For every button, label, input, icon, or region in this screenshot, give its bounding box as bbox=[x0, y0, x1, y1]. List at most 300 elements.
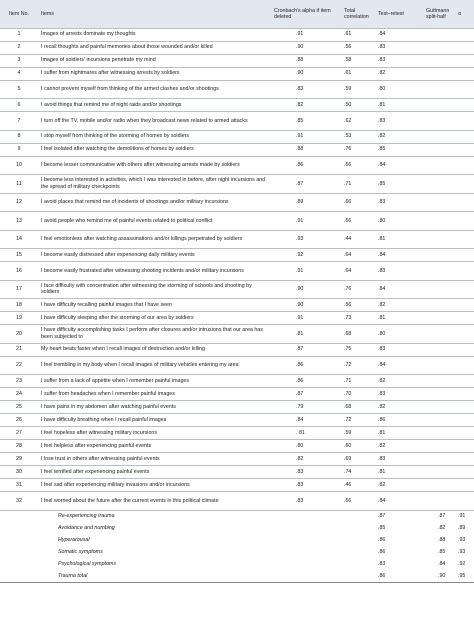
item-number: 32 bbox=[16, 497, 22, 504]
subscale-row bbox=[0, 546, 474, 558]
item-text: I feel terrified after experiencing painful events bbox=[41, 468, 150, 475]
total-correlation-cell: .44 bbox=[344, 236, 352, 243]
alpha-cell bbox=[456, 453, 474, 466]
table-row bbox=[0, 440, 474, 453]
test-retest-cell: .84 bbox=[378, 286, 386, 293]
cronbach-alpha-cell: .86 bbox=[296, 362, 304, 369]
table-row bbox=[0, 479, 474, 492]
cronbach-alpha-cell: .80 bbox=[296, 442, 304, 449]
test-retest-cell: .81 bbox=[378, 101, 386, 108]
guttmann-cell bbox=[418, 401, 456, 414]
table-row bbox=[0, 41, 474, 54]
alpha-cell bbox=[456, 440, 474, 453]
guttmann-cell: .87 bbox=[438, 513, 446, 520]
guttmann-cell: .85 bbox=[438, 548, 446, 555]
item-text: I have difficulty sleeping after the storming of our area by soldiers bbox=[41, 314, 194, 321]
cronbach-alpha-cell: .84 bbox=[296, 416, 304, 423]
cronbach-alpha-cell: .87 bbox=[296, 346, 304, 353]
total-correlation-cell: .53 bbox=[344, 133, 352, 140]
guttmann-cell bbox=[418, 414, 456, 427]
item-number: 5 bbox=[17, 86, 21, 93]
guttmann-cell bbox=[418, 388, 456, 401]
guttmann-cell bbox=[418, 466, 456, 479]
test-retest-cell: .84 bbox=[378, 251, 386, 258]
subscale-row bbox=[0, 534, 474, 546]
test-retest-cell: .80 bbox=[378, 330, 386, 337]
item-number: 25 bbox=[16, 403, 22, 410]
item-text: I have difficulty breathing when I recall painful images bbox=[41, 416, 167, 423]
cronbach-alpha-cell bbox=[274, 510, 336, 522]
guttmann-cell bbox=[418, 80, 456, 99]
alpha-cell bbox=[456, 325, 474, 344]
table-row bbox=[0, 492, 474, 511]
test-retest-cell: .82 bbox=[378, 442, 386, 449]
total-correlation-cell: .64 bbox=[344, 267, 352, 274]
test-retest-cell: .84 bbox=[378, 162, 386, 169]
header-total-correlation: Total correlation bbox=[344, 7, 369, 21]
item-number bbox=[0, 510, 38, 522]
item-text: I suffer from nightmares after witnessing arrests by soldiers bbox=[41, 70, 180, 77]
guttmann-cell bbox=[418, 99, 456, 112]
subscale-name: Hyperarousal bbox=[58, 536, 90, 543]
table-row bbox=[0, 212, 474, 231]
test-retest-cell: .84 bbox=[378, 497, 386, 504]
total-correlation-cell bbox=[336, 558, 372, 570]
guttmann-cell bbox=[418, 249, 456, 262]
guttmann-cell bbox=[418, 143, 456, 156]
guttmann-cell bbox=[418, 440, 456, 453]
test-retest-cell: .80 bbox=[378, 217, 386, 224]
item-text: I feel sad after experiencing military invasions and/or incursions bbox=[41, 481, 190, 488]
item-text: I become lesser communicative with others after witnessing arrests made by soldiers bbox=[41, 162, 240, 169]
table-row bbox=[0, 388, 474, 401]
table-row bbox=[0, 466, 474, 479]
total-correlation-cell bbox=[336, 546, 372, 558]
item-number: 2 bbox=[17, 44, 21, 51]
alpha-cell bbox=[456, 67, 474, 80]
guttmann-cell bbox=[418, 28, 456, 41]
total-correlation-cell bbox=[336, 522, 372, 534]
item-text: I face difficulty with concentration after witnessing the storming of schools and shooting by soldiers bbox=[41, 282, 252, 296]
total-correlation-cell: .56 bbox=[344, 44, 352, 51]
total-correlation-cell: .68 bbox=[344, 330, 352, 337]
alpha-cell: .93 bbox=[458, 536, 466, 543]
subscale-row bbox=[0, 522, 474, 534]
test-retest-cell: .85 bbox=[378, 524, 386, 531]
alpha-cell bbox=[456, 312, 474, 325]
table-row bbox=[0, 427, 474, 440]
total-correlation-cell: .69 bbox=[344, 455, 352, 462]
alpha-cell: .89 bbox=[458, 524, 466, 531]
test-retest-cell: .86 bbox=[378, 536, 386, 543]
guttmann-cell bbox=[418, 343, 456, 356]
item-text: I feel worried about the future after the current events in this political climate bbox=[41, 497, 219, 504]
test-retest-cell: .87 bbox=[378, 513, 386, 520]
table-row bbox=[0, 54, 474, 67]
alpha-cell bbox=[456, 193, 474, 212]
item-number: 28 bbox=[16, 442, 22, 449]
alpha-cell bbox=[456, 280, 474, 299]
alpha-cell bbox=[456, 388, 474, 401]
header-row bbox=[0, 0, 474, 28]
test-retest-cell: .82 bbox=[378, 70, 386, 77]
item-number: 26 bbox=[16, 416, 22, 423]
test-retest-cell: .83 bbox=[378, 346, 386, 353]
table-row bbox=[0, 130, 474, 143]
guttmann-cell: .82 bbox=[438, 524, 446, 531]
guttmann-cell bbox=[418, 67, 456, 80]
subscale-name: Somatic symptoms bbox=[58, 548, 103, 555]
alpha-cell bbox=[456, 212, 474, 231]
item-number: 15 bbox=[16, 251, 22, 258]
item-number: 10 bbox=[16, 162, 22, 169]
header-alpha: α bbox=[458, 11, 462, 18]
guttmann-cell bbox=[418, 112, 456, 131]
guttmann-cell bbox=[418, 130, 456, 143]
alpha-cell bbox=[456, 375, 474, 388]
item-text: I avoid things that remind me of night raids and/or shootings bbox=[41, 101, 182, 108]
subscale-row bbox=[0, 558, 474, 570]
subscale-name: Psychological symptoms bbox=[58, 560, 116, 567]
alpha-cell bbox=[456, 249, 474, 262]
test-retest-cell: .83 bbox=[378, 199, 386, 206]
total-correlation-cell bbox=[336, 570, 372, 582]
test-retest-cell: .82 bbox=[378, 301, 386, 308]
alpha-cell bbox=[456, 299, 474, 312]
test-retest-cell: .86 bbox=[378, 548, 386, 555]
cronbach-alpha-cell: . 81 bbox=[296, 429, 305, 436]
item-number: 9 bbox=[17, 146, 21, 153]
table-row bbox=[0, 230, 474, 249]
subscale-name: Avoidance and numbing bbox=[58, 524, 115, 531]
item-number: 29 bbox=[16, 455, 22, 462]
total-correlation-cell: .58 bbox=[344, 57, 352, 64]
item-text: I become easily frustrated after witnessing shooting incidents and/or military incursions bbox=[41, 267, 244, 274]
item-number: 3 bbox=[17, 57, 21, 64]
cronbach-alpha-cell: .88 bbox=[296, 146, 304, 153]
alpha-cell bbox=[456, 112, 474, 131]
item-number: 11 bbox=[16, 180, 22, 187]
item-text: I avoid places that remind me of incidents of shootings and/or military incursions bbox=[41, 199, 229, 206]
subscale-row bbox=[0, 570, 474, 582]
guttmann-cell: .90 bbox=[438, 572, 446, 579]
item-number: 31 bbox=[16, 481, 22, 488]
cronbach-alpha-cell bbox=[274, 570, 336, 582]
alpha-cell bbox=[456, 130, 474, 143]
total-correlation-cell: .68 bbox=[344, 403, 352, 410]
test-retest-cell: .83 bbox=[378, 267, 386, 274]
cronbach-alpha-cell: .89 bbox=[296, 199, 304, 206]
item-number bbox=[0, 570, 38, 582]
alpha-cell bbox=[456, 262, 474, 281]
alpha-cell bbox=[456, 427, 474, 440]
total-correlation-cell: .76 bbox=[344, 286, 352, 293]
test-retest-cell: .86 bbox=[378, 416, 386, 423]
guttmann-cell bbox=[418, 299, 456, 312]
table-row bbox=[0, 312, 474, 325]
alpha-cell: .93 bbox=[458, 548, 466, 555]
cronbach-alpha-cell: .90 bbox=[296, 44, 304, 51]
alpha-cell bbox=[456, 479, 474, 492]
test-retest-cell: .81 bbox=[378, 236, 386, 243]
item-number: 22 bbox=[16, 362, 22, 369]
item-text: I have difficulty recalling painful images that I have seen bbox=[41, 301, 172, 308]
cronbach-alpha-cell: .81 bbox=[296, 330, 304, 337]
table-row bbox=[0, 299, 474, 312]
cronbach-alpha-cell bbox=[274, 558, 336, 570]
item-number: 23 bbox=[16, 377, 22, 384]
header-guttmann: Guttmann split-half bbox=[426, 7, 450, 21]
subscale-name: Re-experiencing trauma bbox=[58, 513, 115, 520]
cronbach-alpha-cell bbox=[274, 522, 336, 534]
header-test-retest: Test–retest bbox=[378, 11, 404, 18]
alpha-cell: .91 bbox=[458, 513, 466, 520]
total-correlation-cell: .75 bbox=[344, 346, 352, 353]
table-row bbox=[0, 156, 474, 175]
item-text: Images of soldiers' incursions penetrate my mind bbox=[41, 57, 156, 64]
item-text: I lose trust in others after witnessing painful events bbox=[41, 455, 160, 462]
item-text: I feel hopeless after witnessing military incursions bbox=[41, 429, 157, 436]
cronbach-alpha-cell: .82 bbox=[296, 101, 304, 108]
cronbach-alpha-cell: .79 bbox=[296, 403, 304, 410]
cronbach-alpha-cell: .87 bbox=[296, 180, 304, 187]
item-number: 19 bbox=[16, 314, 22, 321]
table-row bbox=[0, 375, 474, 388]
item-text: I suffer from headaches when I remember painful images bbox=[41, 390, 175, 397]
table-row bbox=[0, 453, 474, 466]
cronbach-alpha-cell: .90 bbox=[296, 301, 304, 308]
table-row bbox=[0, 401, 474, 414]
cronbach-alpha-cell: .90 bbox=[296, 70, 304, 77]
alpha-cell bbox=[456, 230, 474, 249]
alpha-cell bbox=[456, 175, 474, 194]
total-correlation-cell: .66 bbox=[344, 497, 352, 504]
test-retest-cell: .85 bbox=[378, 146, 386, 153]
cronbach-alpha-cell: .90 bbox=[296, 286, 304, 293]
guttmann-cell bbox=[418, 479, 456, 492]
table-row bbox=[0, 325, 474, 344]
guttmann-cell bbox=[418, 156, 456, 175]
guttmann-cell bbox=[418, 375, 456, 388]
item-number: 8 bbox=[17, 133, 21, 140]
test-retest-cell: .83 bbox=[378, 57, 386, 64]
alpha-cell bbox=[456, 99, 474, 112]
cronbach-alpha-cell: .91 bbox=[296, 314, 304, 321]
guttmann-cell bbox=[418, 356, 456, 375]
item-number: 4 bbox=[17, 70, 21, 77]
item-text: I feel helpless after experiencing painful events bbox=[41, 442, 152, 449]
test-retest-cell: .85 bbox=[378, 180, 386, 187]
cronbach-alpha-cell: .82 bbox=[296, 455, 304, 462]
test-retest-cell: .81 bbox=[378, 429, 386, 436]
total-correlation-cell: .62 bbox=[344, 117, 352, 124]
alpha-cell: .95 bbox=[458, 572, 466, 579]
total-correlation-cell: .66 bbox=[344, 199, 352, 206]
total-correlation-cell: .76 bbox=[344, 146, 352, 153]
total-correlation-cell: .66 bbox=[344, 217, 352, 224]
item-number: 13 bbox=[16, 217, 22, 224]
test-retest-cell: .82 bbox=[378, 403, 386, 410]
item-number: 21 bbox=[16, 346, 22, 353]
cronbach-alpha-cell: .85 bbox=[296, 117, 304, 124]
cronbach-alpha-cell: .83 bbox=[296, 481, 304, 488]
table-row bbox=[0, 249, 474, 262]
test-retest-cell: .82 bbox=[378, 377, 386, 384]
total-correlation-cell: .61 bbox=[344, 31, 352, 38]
cronbach-alpha-cell: .86 bbox=[296, 162, 304, 169]
table-row bbox=[0, 280, 474, 299]
item-number: 1 bbox=[17, 31, 21, 38]
cronbach-alpha-cell: .88 bbox=[296, 57, 304, 64]
alpha-cell bbox=[456, 492, 474, 511]
item-number: 17 bbox=[16, 286, 22, 293]
item-text: I feel trembling in my body when I recall images of military vehicles entering my area bbox=[41, 362, 239, 369]
cronbach-alpha-cell: .91 bbox=[296, 133, 304, 140]
item-number: 16 bbox=[16, 267, 22, 274]
cronbach-alpha-cell bbox=[274, 534, 336, 546]
alpha-cell bbox=[456, 28, 474, 41]
total-correlation-cell: .72 bbox=[344, 362, 352, 369]
guttmann-cell bbox=[418, 453, 456, 466]
cronbach-alpha-cell: .91 bbox=[296, 267, 304, 274]
guttmann-cell bbox=[418, 212, 456, 231]
total-correlation-cell: .60 bbox=[344, 442, 352, 449]
total-correlation-cell: .50 bbox=[344, 101, 352, 108]
item-text: I stop myself from thinking of the storming of homes by soldiers bbox=[41, 133, 190, 140]
total-correlation-cell: .72 bbox=[344, 416, 352, 423]
item-text: I become less interested in activities, which I was interested in before, after night incursions and the spread of military checkpoints bbox=[41, 177, 266, 190]
test-retest-cell: .86 bbox=[378, 572, 386, 579]
total-correlation-cell: .59 bbox=[344, 429, 352, 436]
item-number: 20 bbox=[16, 330, 22, 337]
test-retest-cell: .83 bbox=[378, 390, 386, 397]
total-correlation-cell: .56 bbox=[344, 301, 352, 308]
total-correlation-cell: .74 bbox=[344, 468, 352, 475]
item-number: 24 bbox=[16, 390, 22, 397]
table-row bbox=[0, 343, 474, 356]
guttmann-cell bbox=[418, 280, 456, 299]
table-row bbox=[0, 414, 474, 427]
test-retest-cell: .81 bbox=[378, 468, 386, 475]
test-retest-cell: .84 bbox=[378, 362, 386, 369]
item-number bbox=[0, 558, 38, 570]
item-text: I feel emotionless after watching assassinations and/or killings perpetrated by soldiers bbox=[41, 236, 243, 243]
cronbach-alpha-cell: .83 bbox=[296, 468, 304, 475]
header-item-no: Item No. bbox=[8, 11, 30, 18]
alpha-cell bbox=[456, 41, 474, 54]
total-correlation-cell: .64 bbox=[344, 251, 352, 258]
cronbach-alpha-cell bbox=[274, 546, 336, 558]
total-correlation-cell: .73 bbox=[344, 314, 352, 321]
total-correlation-cell: .70 bbox=[344, 390, 352, 397]
item-text: I suffer from a lack of appetite when I remember painful images bbox=[41, 377, 189, 384]
cronbach-alpha-cell: .92 bbox=[296, 251, 304, 258]
item-text: I have pains in my abdomen after watching painful events bbox=[41, 403, 176, 410]
total-correlation-cell: .59 bbox=[344, 86, 352, 93]
total-correlation-cell: .66 bbox=[344, 162, 352, 169]
guttmann-cell bbox=[418, 54, 456, 67]
item-number bbox=[0, 534, 38, 546]
item-number: 14 bbox=[16, 236, 22, 243]
table-row bbox=[0, 175, 474, 194]
cronbach-alpha-cell: .91 bbox=[296, 217, 304, 224]
alpha-cell bbox=[456, 156, 474, 175]
item-text: I turn off the TV, mobile and/or radio when they broadcast news related to armed attacks bbox=[41, 117, 248, 124]
guttmann-cell bbox=[418, 230, 456, 249]
table-row bbox=[0, 67, 474, 80]
cronbach-alpha-cell: .91 bbox=[296, 31, 304, 38]
guttmann-cell bbox=[418, 41, 456, 54]
alpha-cell bbox=[456, 80, 474, 99]
item-text: Images of arrests dominate my thoughts bbox=[41, 31, 136, 38]
table-row bbox=[0, 80, 474, 99]
item-number: 12 bbox=[16, 199, 22, 206]
cronbach-alpha-cell: .83 bbox=[296, 497, 304, 504]
test-retest-cell: .83 bbox=[378, 44, 386, 51]
cronbach-alpha-cell: .86 bbox=[296, 377, 304, 384]
test-retest-cell: .83 bbox=[378, 117, 386, 124]
test-retest-cell: .84 bbox=[378, 31, 386, 38]
alpha-cell bbox=[456, 466, 474, 479]
total-correlation-cell: .71 bbox=[344, 377, 352, 384]
alpha-cell bbox=[456, 143, 474, 156]
alpha-cell bbox=[456, 356, 474, 375]
item-text: I cannot prevent myself from thinking of the armed clashes and/or shootings bbox=[41, 86, 219, 93]
guttmann-cell bbox=[418, 325, 456, 344]
alpha-cell bbox=[456, 401, 474, 414]
test-retest-cell: .82 bbox=[378, 481, 386, 488]
total-correlation-cell: .61 bbox=[344, 70, 352, 77]
table-row bbox=[0, 356, 474, 375]
total-correlation-cell: .71 bbox=[344, 180, 352, 187]
item-number: 6 bbox=[17, 101, 21, 108]
item-text: My heart beats faster when I recall images of destruction and/or killing bbox=[41, 346, 205, 353]
table-row bbox=[0, 28, 474, 41]
guttmann-cell: .88 bbox=[438, 536, 446, 543]
item-text: I become easily distressed after experiencing daily military events bbox=[41, 251, 195, 258]
test-retest-cell: .82 bbox=[378, 133, 386, 140]
guttmann-cell bbox=[418, 262, 456, 281]
subscale-row bbox=[0, 510, 474, 522]
item-number bbox=[0, 546, 38, 558]
item-text: I recall thoughts and painful memories about those wounded and/or killed bbox=[41, 44, 213, 51]
test-retest-cell: .80 bbox=[378, 86, 386, 93]
guttmann-cell bbox=[418, 175, 456, 194]
header-items: Items bbox=[41, 11, 54, 18]
test-retest-cell: .81 bbox=[378, 314, 386, 321]
cronbach-alpha-cell: .83 bbox=[296, 86, 304, 93]
guttmann-cell bbox=[418, 193, 456, 212]
guttmann-cell bbox=[418, 427, 456, 440]
table-row bbox=[0, 99, 474, 112]
test-retest-cell: .83 bbox=[378, 455, 386, 462]
total-correlation-cell bbox=[336, 534, 372, 546]
table-row bbox=[0, 193, 474, 212]
total-correlation-cell: .46 bbox=[344, 481, 352, 488]
item-text: I avoid people who remind me of painful events related to political conflict bbox=[41, 217, 213, 224]
item-number: 27 bbox=[16, 429, 22, 436]
cronbach-alpha-cell: .87 bbox=[296, 390, 304, 397]
alpha-cell bbox=[456, 54, 474, 67]
test-retest-cell: .83 bbox=[378, 560, 386, 567]
item-number: 18 bbox=[16, 301, 22, 308]
alpha-cell: .92 bbox=[458, 560, 466, 567]
alpha-cell bbox=[456, 343, 474, 356]
total-correlation-cell bbox=[336, 510, 372, 522]
item-number bbox=[0, 522, 38, 534]
cronbach-alpha-cell: .93 bbox=[296, 236, 304, 243]
header-cronbach: Cronbach's alpha if item deleted bbox=[274, 7, 331, 21]
